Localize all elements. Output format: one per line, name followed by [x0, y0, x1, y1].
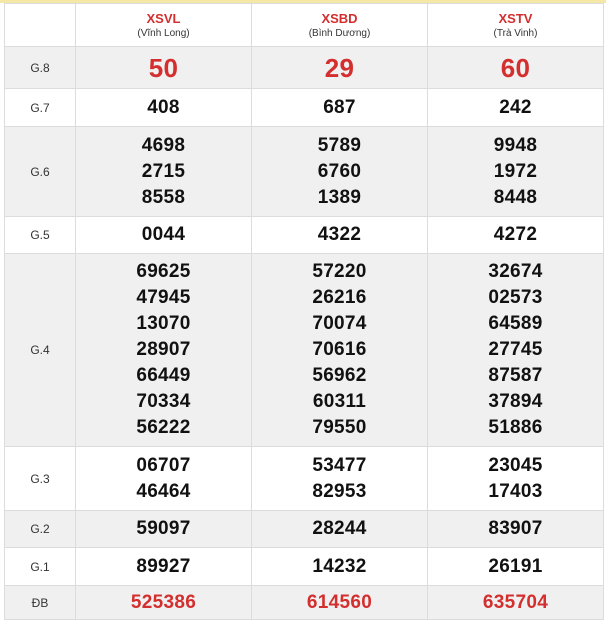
prize-number: 02573: [488, 287, 543, 308]
prize-number: 89927: [136, 555, 191, 577]
prize-cell: [428, 47, 604, 89]
prize-number: 69625: [136, 261, 191, 282]
prize-cell: [76, 447, 252, 511]
prize-rows: [5, 47, 604, 620]
prize-cell: [428, 127, 604, 217]
prize-row: [5, 548, 604, 586]
prize-number: 2715: [141, 160, 186, 182]
prize-number: 83907: [488, 518, 543, 539]
prize-cell: [252, 511, 428, 548]
prize-cell: [428, 447, 604, 511]
prize-cell: [428, 89, 604, 127]
prize-number: 0044: [141, 224, 186, 245]
prize-number: 59097: [136, 518, 191, 539]
prize-number: 4698: [141, 134, 186, 156]
prize-number: 242: [499, 96, 532, 118]
prize-label: G.1: [5, 548, 76, 586]
prize-cell: [428, 254, 604, 447]
prize-number: 28244: [312, 518, 367, 539]
prize-number: 1972: [493, 160, 538, 182]
prize-number: 37894: [488, 391, 543, 412]
prize-label: ĐB: [5, 586, 76, 620]
province-header-vinh-long[interactable]: [76, 4, 252, 47]
prize-label: G.3: [5, 447, 76, 511]
prize-cell: [252, 548, 428, 586]
prize-cell: [252, 127, 428, 217]
prize-number: 14232: [312, 555, 367, 577]
prize-cell: [252, 586, 428, 620]
prize-number: 70616: [312, 339, 367, 360]
prize-cell: [76, 217, 252, 254]
prize-cell: [76, 511, 252, 548]
prize-number: 408: [147, 96, 180, 118]
prize-label: G.6: [5, 127, 76, 217]
prize-cell: [252, 447, 428, 511]
prize-row: [5, 127, 604, 217]
prize-number: 5789: [317, 134, 362, 156]
prize-cell: [252, 254, 428, 447]
prize-number: 23045: [488, 454, 543, 476]
prize-number: 8448: [493, 186, 538, 208]
prize-number: 47945: [136, 287, 191, 308]
prize-number: 50: [148, 52, 179, 83]
prize-cell: [76, 127, 252, 217]
prize-number: 06707: [136, 454, 191, 476]
prize-cell: [428, 511, 604, 548]
province-header-tra-vinh[interactable]: [428, 4, 604, 47]
prize-label: G.7: [5, 89, 76, 127]
results-table: [4, 3, 604, 620]
prize-number: 82953: [312, 480, 367, 502]
prize-cell: [428, 217, 604, 254]
province-code[interactable]: XSTV: [498, 10, 533, 26]
prize-number: 9948: [493, 134, 538, 156]
prize-row: [5, 217, 604, 254]
prize-number: 60: [500, 52, 531, 83]
prize-cell: [428, 586, 604, 620]
prize-number: 28907: [136, 339, 191, 360]
province-name: (Trà Vinh): [493, 27, 538, 39]
province-name: (Bình Dương): [308, 27, 371, 39]
prize-number: 1389: [317, 186, 362, 208]
prize-number: 79550: [312, 417, 367, 438]
prize-number: 26191: [488, 555, 543, 577]
prize-cell: [252, 89, 428, 127]
province-header-binh-duong[interactable]: [252, 4, 428, 47]
prize-number: 4272: [493, 224, 538, 245]
prize-number: 614560: [306, 591, 373, 613]
prize-row: [5, 447, 604, 511]
prize-cell: [76, 89, 252, 127]
prize-number: 32674: [488, 261, 543, 282]
prize-cell: [76, 47, 252, 89]
header-corner: [5, 4, 76, 47]
province-name: (Vĩnh Long): [137, 27, 190, 39]
prize-number: 56222: [136, 417, 191, 438]
prize-cell: [252, 47, 428, 89]
prize-row: [5, 47, 604, 89]
prize-number: 70334: [136, 391, 191, 412]
prize-number: 60311: [312, 391, 367, 412]
prize-number: 6760: [317, 160, 362, 182]
prize-label: G.8: [5, 47, 76, 89]
prize-label: G.2: [5, 511, 76, 548]
prize-number: 51886: [488, 417, 543, 438]
prize-row: [5, 89, 604, 127]
prize-number: 64589: [488, 313, 543, 334]
prize-number: 53477: [312, 454, 367, 476]
prize-number: 4322: [317, 224, 362, 245]
prize-cell: [76, 586, 252, 620]
prize-number: 56962: [312, 365, 367, 386]
prize-number: 17403: [488, 480, 543, 502]
prize-cell: [252, 217, 428, 254]
prize-label: G.5: [5, 217, 76, 254]
prize-cell: [76, 548, 252, 586]
prize-number: 57220: [312, 261, 367, 282]
prize-number: 29: [324, 52, 355, 83]
prize-row: [5, 254, 604, 447]
province-code[interactable]: XSVL: [146, 10, 181, 26]
prize-number: 70074: [312, 313, 367, 334]
prize-row: [5, 586, 604, 620]
prize-number: 46464: [136, 480, 191, 502]
prize-number: 13070: [136, 313, 191, 334]
prize-number: 635704: [482, 591, 549, 613]
prize-row: [5, 511, 604, 548]
prize-cell: [76, 254, 252, 447]
province-code[interactable]: XSBD: [321, 10, 358, 26]
prize-number: 87587: [488, 365, 543, 386]
prize-number: 66449: [136, 365, 191, 386]
prize-number: 687: [323, 96, 356, 118]
prize-number: 27745: [488, 339, 543, 360]
prize-number: 8558: [141, 186, 186, 208]
prize-number: 26216: [312, 287, 367, 308]
header-row: [5, 4, 604, 47]
prize-number: 525386: [130, 591, 197, 613]
prize-cell: [428, 548, 604, 586]
prize-label: G.4: [5, 254, 76, 447]
